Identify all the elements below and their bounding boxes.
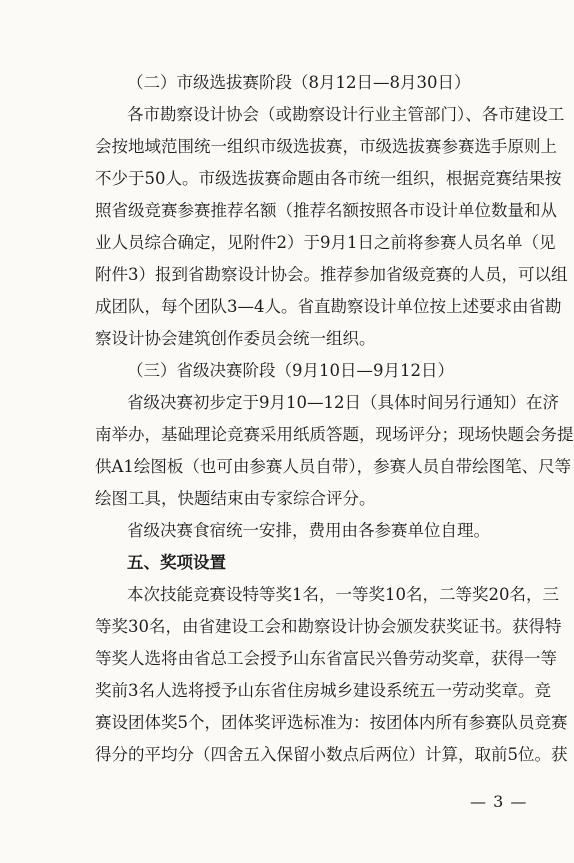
paragraph-line: 南举办，基础理论竞赛采用纸质答题，现场评分；现场快题会务提 [95,425,574,444]
paragraph-line: 本次技能竞赛设特等奖1名，一等奖10名，二等奖20名，三 [127,585,559,604]
paragraph-line: 各市勘察设计协会（或勘察设计行业主管部门）、各市建设工 [127,105,565,124]
section-heading-province-final: （三）省级决赛阶段（9月10日—9月12日） [127,361,454,380]
paragraph-line: 绘图工具，快题结束由专家综合评分。 [95,489,376,508]
paragraph-line: 等奖人选将由省总工会授予山东省富民兴鲁劳动奖章，获得一等 [95,649,557,668]
paragraph-line-lodging: 省级决赛食宿统一安排，费用由各参赛单位自理。 [127,521,490,540]
paragraph-line: 得分的平均分（四舍五入保留小数点后两位）计算，取前5位。获 [95,745,568,764]
paragraph-line: 赛设团体奖5个，团体奖评选标准为：按团体内所有参赛队员竞赛 [95,713,568,732]
paragraph-line: 供A1绘图板（也可由参赛人员自带），参赛人员自带绘图笔、尺等 [95,457,572,476]
section-heading-awards: 五、奖项设置 [127,553,226,572]
paragraph-line: 附件3）报到省勘察设计协会。推荐参加省级竞赛的人员，可以组 [95,265,568,284]
paragraph-line: 察设计协会建筑创作委员会统一组织。 [95,329,376,348]
paragraph-line: 业人员综合确定，见附件2）于9月1日之前将参赛人员名单（见 [95,233,556,252]
paragraph-line: 不少于50人。市级选拔赛命题由各市统一组织，根据竞赛结果按 [95,169,562,188]
paragraph-line: 照省级竞赛参赛推荐名额（推荐名额按照各市设计单位数量和从 [95,201,557,220]
page-number: — 3 — [470,792,528,811]
paragraph-line: 奖前3名人选将授予山东省住房城乡建设系统五一劳动奖章。竞 [95,681,551,700]
paragraph-line: 会按地域范围统一组织市级选拔赛，市级选拔赛参赛选手原则上 [95,137,557,156]
section-heading-city-selection: （二）市级选拔赛阶段（8月12日—8月30日） [127,73,471,92]
paragraph-line: 成团队，每个团队3—4人。省直勘察设计单位按上述要求由省勘 [95,297,562,316]
paragraph-line: 等奖30名，由省建设工会和勘察设计协会颁发获奖证书。获得特 [95,617,562,636]
paragraph-line: 省级决赛初步定于9月10—12日（具体时间另行通知）在济 [127,393,559,412]
